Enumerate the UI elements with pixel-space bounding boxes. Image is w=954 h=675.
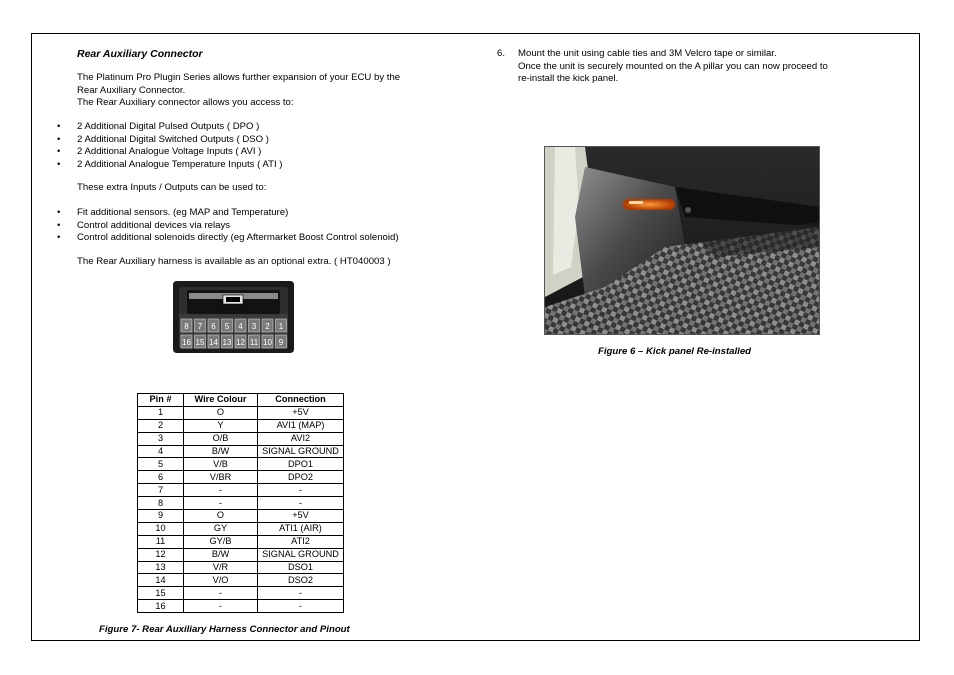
uses-list <box>57 207 399 245</box>
connector-pin-label: 5 <box>224 322 230 331</box>
table-cell: - <box>258 497 344 510</box>
list-item: • Control additional devices via relays <box>57 220 399 233</box>
connector-pin-label: 15 <box>195 338 205 347</box>
table-cell: O <box>184 510 258 523</box>
table-cell: 6 <box>138 471 184 484</box>
table-row <box>138 561 344 574</box>
table-cell: +5V <box>258 406 344 419</box>
table-cell: 7 <box>138 484 184 497</box>
table-cell: 5 <box>138 458 184 471</box>
table-cell: - <box>258 587 344 600</box>
list-item: • 2 Additional Digital Switched Outputs ( DSO ) <box>57 134 283 147</box>
table-row <box>138 419 344 432</box>
table-cell: AVI1 (MAP) <box>258 419 344 432</box>
table-cell: 4 <box>138 445 184 458</box>
table-row <box>138 458 344 471</box>
table-cell: 2 <box>138 419 184 432</box>
table-row <box>138 587 344 600</box>
connector-pin-label: 9 <box>278 338 284 347</box>
table-row <box>138 497 344 510</box>
table-cell: DSO2 <box>258 574 344 587</box>
connector-pin-label: 4 <box>238 322 243 331</box>
column-header: Pin # <box>138 394 184 407</box>
table-cell: 13 <box>138 561 184 574</box>
table-cell: B/W <box>184 548 258 561</box>
harness-note: The Rear Auxiliary harness is available as an optional extra. ( HT040003 ) <box>77 256 391 267</box>
table-cell: ATI2 <box>258 535 344 548</box>
connector-pin-label: 12 <box>236 338 245 347</box>
table-row <box>138 484 344 497</box>
table-cell: V/BR <box>184 471 258 484</box>
connector-pin-label: 2 <box>265 322 270 331</box>
table-cell: GY <box>184 522 258 535</box>
table-cell: 10 <box>138 522 184 535</box>
table-row <box>138 535 344 548</box>
table-cell: GY/B <box>184 535 258 548</box>
table-cell: 15 <box>138 587 184 600</box>
table-row <box>138 445 344 458</box>
list-item: • Fit additional sensors. (eg MAP and Temperature) <box>57 207 399 220</box>
table-cell: - <box>184 497 258 510</box>
table-cell: 11 <box>138 535 184 548</box>
access-list <box>57 121 283 172</box>
table-cell: DPO2 <box>258 471 344 484</box>
connector-pin-label: 6 <box>211 322 216 331</box>
table-row <box>138 574 344 587</box>
list-item: • 2 Additional Analogue Voltage Inputs ( AVI ) <box>57 146 283 159</box>
step-number: 6. <box>497 48 506 59</box>
table-cell: V/R <box>184 561 258 574</box>
table-cell: 14 <box>138 574 184 587</box>
column-header: Wire Colour <box>184 394 258 407</box>
table-cell: 12 <box>138 548 184 561</box>
table-cell: O/B <box>184 432 258 445</box>
table-cell: B/W <box>184 445 258 458</box>
table-cell: DSO1 <box>258 561 344 574</box>
section-heading: Rear Auxiliary Connector <box>77 48 203 60</box>
table-row <box>138 522 344 535</box>
step-line: Mount the unit using cable ties and 3M Velcro tape or similar. <box>518 48 777 59</box>
table-cell: 3 <box>138 432 184 445</box>
step-text <box>518 48 828 86</box>
connector-pin-label: 11 <box>249 338 259 347</box>
table-row <box>138 471 344 484</box>
table-cell: - <box>184 484 258 497</box>
table-cell: - <box>258 484 344 497</box>
connector-pin-label: 14 <box>209 338 218 347</box>
connector-pin-label: 13 <box>222 338 232 347</box>
table-row <box>138 600 344 613</box>
intro-line: Rear Auxiliary Connector. <box>77 84 186 96</box>
connector-pin-label: 3 <box>251 322 257 331</box>
connector-pin-label: 16 <box>182 338 191 347</box>
table-cell: 9 <box>138 510 184 523</box>
table-cell: DPO1 <box>258 458 344 471</box>
rear-aux-connector-diagram <box>171 279 296 355</box>
table-cell: - <box>184 600 258 613</box>
pinout-table <box>137 393 344 613</box>
table-row <box>138 406 344 419</box>
table-cell: 8 <box>138 497 184 510</box>
uses-intro: These extra Inputs / Outputs can be used to: <box>77 182 267 193</box>
table-header-row <box>138 394 344 407</box>
figure6-caption: Figure 6 – Kick panel Re-installed <box>598 346 752 357</box>
list-item: • 2 Additional Analogue Temperature Inputs ( ATI ) <box>57 159 283 172</box>
table-cell: Y <box>184 419 258 432</box>
table-cell: O <box>184 406 258 419</box>
table-cell: 16 <box>138 600 184 613</box>
table-row <box>138 510 344 523</box>
table-cell: SIGNAL GROUND <box>258 548 344 561</box>
step-line: re-install the kick panel. <box>518 73 619 85</box>
intro-line: The Rear Auxiliary connector allows you access to: <box>77 97 294 109</box>
list-item: • Control additional solenoids directly (eg Aftermarket Boost Control solenoid) <box>57 232 399 245</box>
intro-paragraph <box>77 72 400 110</box>
table-row <box>138 432 344 445</box>
table-cell: - <box>184 587 258 600</box>
table-cell: V/B <box>184 458 258 471</box>
connector-pin-label: 1 <box>278 322 284 331</box>
table-cell: ATI1 (AIR) <box>258 522 344 535</box>
table-cell: SIGNAL GROUND <box>258 445 344 458</box>
table-row <box>138 548 344 561</box>
table-cell: - <box>258 600 344 613</box>
step-line: Once the unit is securely mounted on the A pillar you can now proceed to <box>518 60 828 72</box>
list-item: • 2 Additional Digital Pulsed Outputs ( DPO ) <box>57 121 283 134</box>
table-cell: +5V <box>258 510 344 523</box>
table-cell: AVI2 <box>258 432 344 445</box>
intro-line: The Platinum Pro Plugin Series allows further expansion of your ECU by the <box>77 72 401 83</box>
kick-panel-photo <box>544 146 820 335</box>
connector-pin-label: 8 <box>184 322 189 331</box>
connector-pin-label: 7 <box>197 322 203 331</box>
connector-pin-label: 10 <box>263 338 272 347</box>
table-cell: V/O <box>184 574 258 587</box>
table-cell: 1 <box>138 406 184 419</box>
column-header: Connection <box>258 394 344 407</box>
figure7-caption: Figure 7- Rear Auxiliary Harness Connector and Pinout <box>99 624 350 635</box>
